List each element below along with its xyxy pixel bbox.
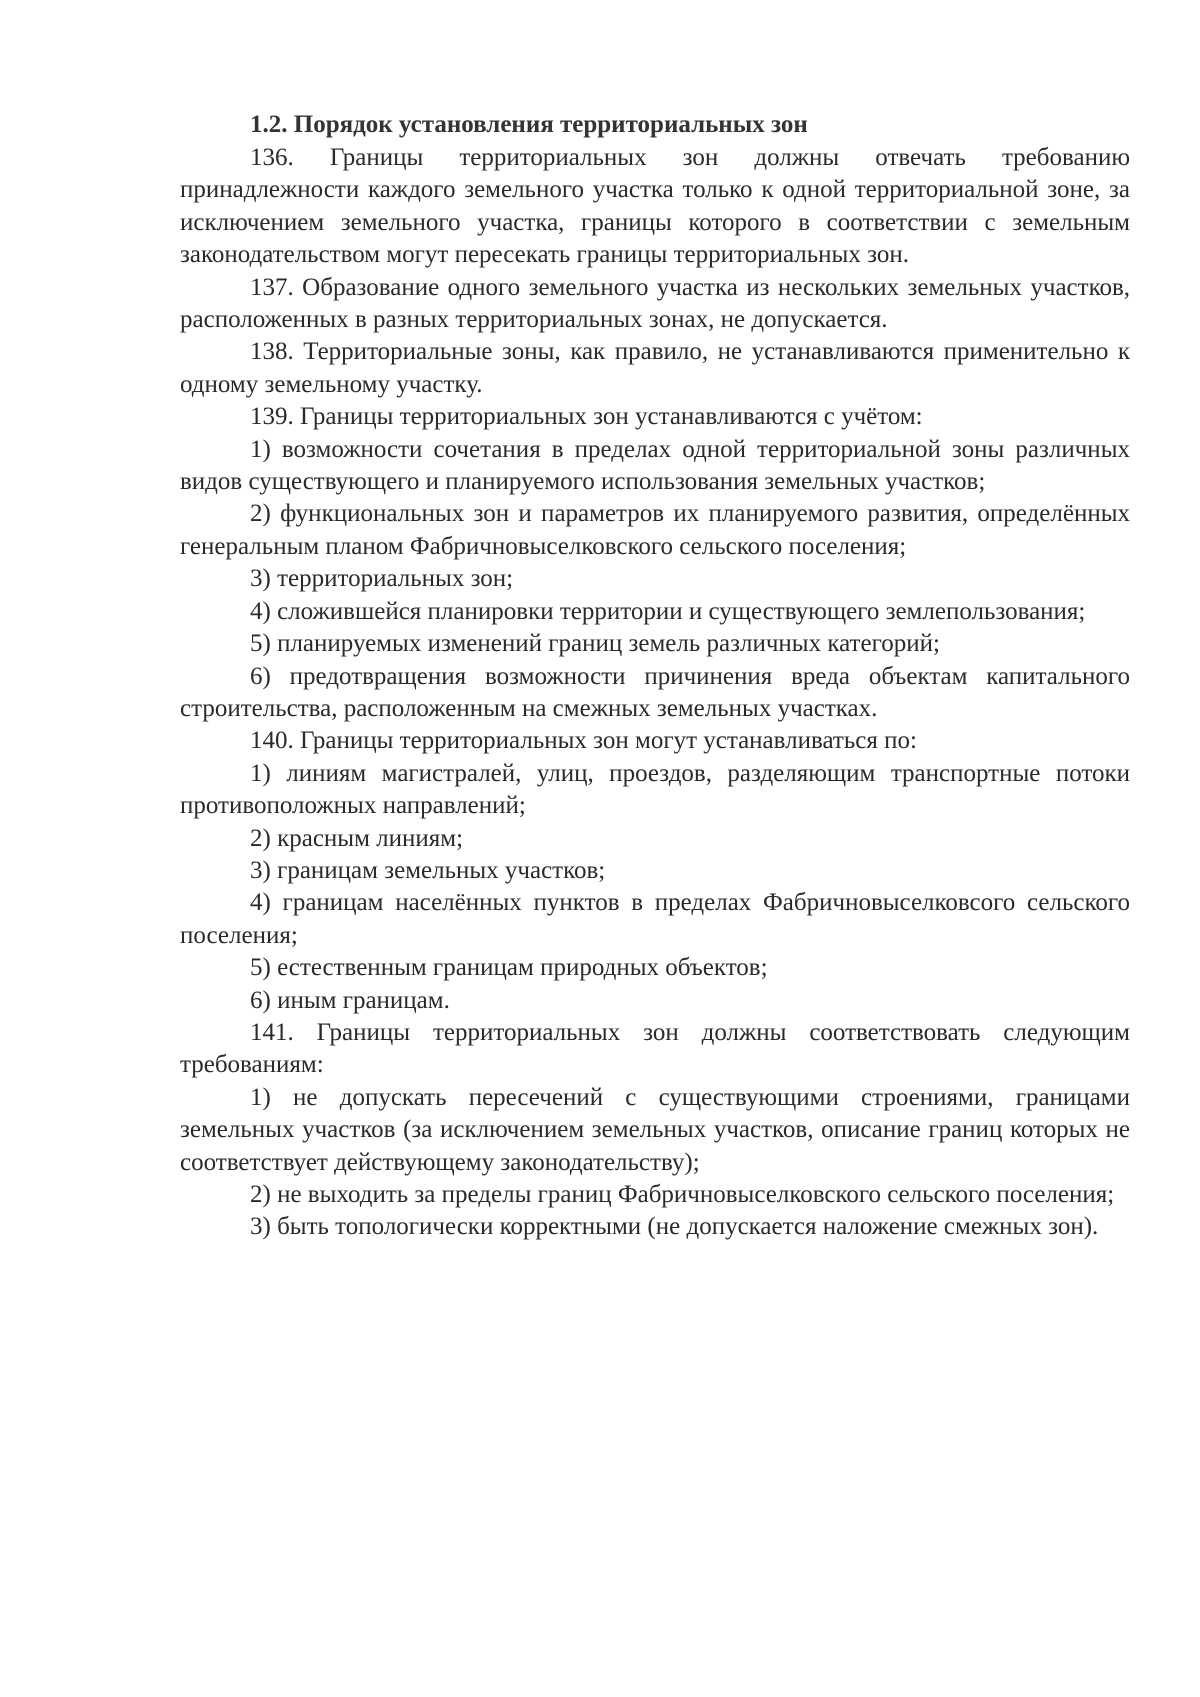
document-body [180,108,1130,1244]
paragraph-139: 139. Границы территориальных зон устанавливаются с учётом: [250,403,923,431]
paragraph-137: 137. Образование одного земельного участка из нескольких земельных участков, расположенных в разных территориальных зонах, не допускается. [180,273,1130,334]
list-item-139-3: 3) территориальных зон; [250,565,514,593]
list-item-139-4: 4) сложившейся планировки территории и существующего землепользования; [250,597,1086,625]
list-item-141-1: 1) не допускать пересечений с существующими строениями, границами земельных участков (за исключением земельных участков, описание границ которых не соответствует действующему законодательству); [180,1083,1130,1176]
list-item-139-6: 6) предотвращения возможности причинения вреда объектам капитального строительства, расположенным на смежных земельных участках. [180,662,1130,722]
list-item-141-3: 3) быть топологически корректными (не допускается наложение смежных зон). [250,1213,1099,1241]
list-item-140-5: 5) естественным границам природных объектов; [250,954,768,982]
paragraph-140: 140. Границы территориальных зон могут устанавливаться по: [250,727,917,755]
list-item-140-2: 2) красным линиям; [250,824,464,852]
list-item-140-4: 4) границам населённых пунктов в пределах Фабричновыселковсого сельского поселения; [180,889,1130,949]
list-item-139-1: 1) возможности сочетания в пределах одной территориальной зоны различных видов существующего и планируемого использования земельных участков; [180,435,1130,496]
list-item-140-6: 6) иным границам. [250,986,450,1014]
list-item-140-1: 1) линиям магистралей, улиц, проездов, разделяющим транспортные потоки противоположных направлений; [180,759,1130,820]
list-item-139-5: 5) планируемых изменений границ земель различных категорий; [250,630,940,658]
paragraph-136: 136. Границы территориальных зон должны отвечать требованию принадлежности каждого земельного участка только к одной территориальной зоне, за исключением земельного участка, границы которого в соответствии с земельным законодательством могут пересекать границы территориальных зон. [180,144,1130,269]
paragraph-141: 141. Границы территориальных зон должны соответствовать следующим требованиям: [180,1018,1130,1079]
paragraph-138: 138. Территориальные зоны, как правило, не устанавливаются применительно к одному земельному участку. [180,338,1130,398]
list-item-140-3: 3) границам земельных участков; [250,856,606,884]
list-item-141-2: 2) не выходить за пределы границ Фабричновыселковского сельского поселения; [250,1181,1115,1208]
list-item-139-2: 2) функциональных зон и параметров их планируемого развития, определённых генеральным планом Фабричновыселковского сельского поселения; [180,500,1130,560]
section-heading: 1.2. Порядок установления территориальных зон [250,111,808,138]
